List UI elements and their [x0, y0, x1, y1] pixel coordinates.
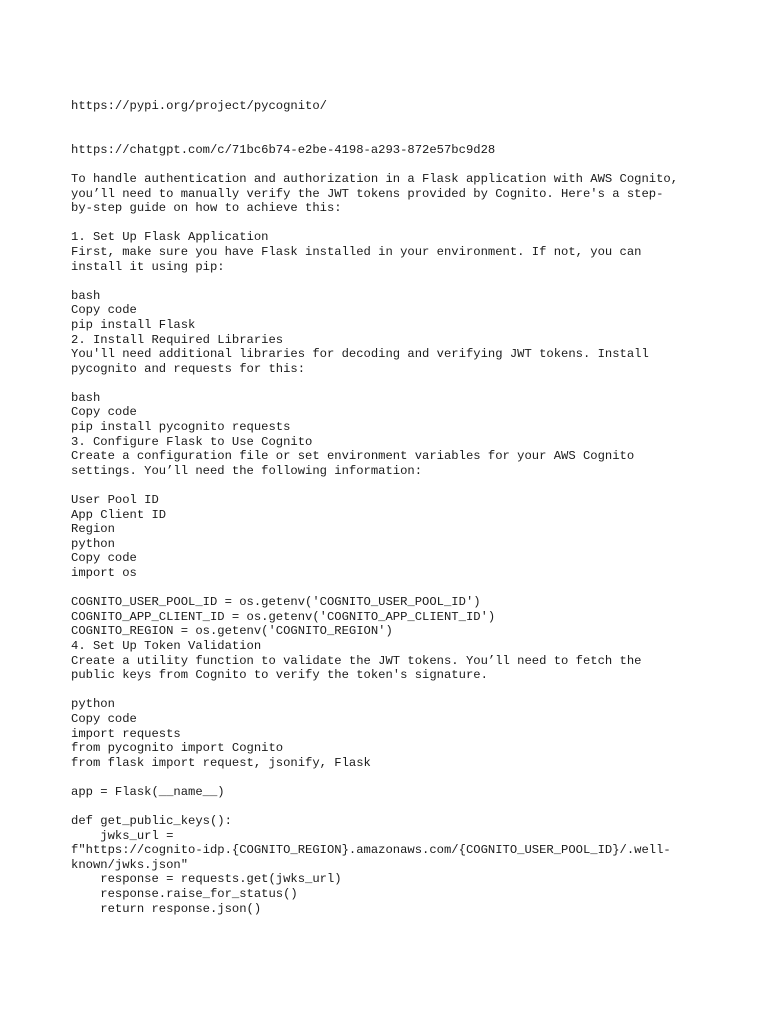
section-text: pycognito and requests for this:	[71, 361, 306, 376]
spacer	[71, 376, 731, 391]
section-heading: 1. Set Up Flask Application	[71, 230, 269, 245]
spacer	[71, 216, 731, 231]
code-line: import os	[71, 566, 137, 580]
copy-code-button[interactable]: Copy code	[71, 405, 137, 420]
section-heading: 4. Set Up Token Validation	[71, 638, 262, 653]
code-language-label: bash	[71, 288, 101, 303]
spacer	[71, 800, 731, 815]
code-line: return response.json()	[71, 901, 262, 916]
spacer	[71, 581, 731, 596]
code-line: COGNITO_USER_POOL_ID = os.getenv('COGNITO_USER_POOL_ID')	[71, 595, 481, 610]
intro-paragraph	[71, 172, 731, 216]
spacer	[71, 157, 731, 172]
section-text: Create a utility function to validate the JWT tokens. You’ll need to fetch the	[71, 653, 642, 668]
function-code-block	[71, 814, 731, 916]
section-1	[71, 230, 731, 274]
code-line: def get_public_keys():	[71, 814, 232, 829]
spacer	[71, 683, 731, 698]
spacer	[71, 274, 731, 289]
config-code-block	[71, 595, 731, 683]
info-list	[71, 493, 731, 581]
code-block-3	[71, 697, 731, 770]
code-language-label: bash	[71, 390, 101, 405]
code-line: COGNITO_APP_CLIENT_ID = os.getenv('COGNITO_APP_CLIENT_ID')	[71, 609, 496, 624]
pypi-link-block	[71, 99, 731, 114]
copy-code-button[interactable]: Copy code	[71, 303, 137, 318]
code-line: f"https://cognito-idp.{COGNITO_REGION}.amazonaws.com/{COGNITO_USER_POOL_ID}/.well-	[71, 843, 671, 858]
code-line: pip install pycognito requests	[71, 420, 291, 435]
copy-code-button[interactable]: Copy code	[71, 711, 137, 726]
code-line: pip install Flask	[71, 317, 196, 332]
section-text: Create a configuration file or set environment variables for your AWS Cognito	[71, 449, 635, 464]
section-text: settings. You’ll need the following information:	[71, 463, 423, 478]
section-text: First, make sure you have Flask installed in your environment. If not, you can	[71, 244, 642, 259]
intro-line: To handle authentication and authorization in a Flask application with AWS Cognito,	[71, 171, 679, 186]
code-line: from flask import request, jsonify, Flask	[71, 755, 371, 770]
code-line: import requests	[71, 726, 181, 741]
section-text: public keys from Cognito to verify the token's signature.	[71, 668, 488, 683]
code-line: COGNITO_REGION = os.getenv('COGNITO_REGION')	[71, 624, 393, 639]
section-heading: 3. Configure Flask to Use Cognito	[71, 434, 313, 449]
document-body	[71, 99, 731, 916]
code-language-label: python	[71, 536, 115, 551]
code-language-label: python	[71, 697, 115, 712]
pypi-link[interactable]: https://pypi.org/project/pycognito/	[71, 99, 327, 113]
spacer	[71, 478, 731, 493]
list-item: User Pool ID	[71, 493, 159, 508]
list-item: Region	[71, 522, 115, 537]
code-line: app = Flask(__name__)	[71, 784, 225, 799]
code-line: jwks_url =	[71, 828, 174, 843]
app-line-block	[71, 785, 731, 800]
list-item: App Client ID	[71, 507, 167, 522]
copy-code-button[interactable]: Copy code	[71, 551, 137, 566]
code-line: known/jwks.json"	[71, 857, 189, 872]
chat-link-block	[71, 143, 731, 158]
code-line: from pycognito import Cognito	[71, 741, 284, 756]
intro-line: you’ll need to manually verify the JWT tokens provided by Cognito. Here's a step-	[71, 186, 664, 201]
section-text: You'll need additional libraries for decoding and verifying JWT tokens. Install	[71, 347, 649, 362]
section-heading: 2. Install Required Libraries	[71, 332, 284, 347]
intro-line: by-step guide on how to achieve this:	[71, 201, 342, 216]
code-line: response.raise_for_status()	[71, 887, 298, 902]
code-block-1	[71, 289, 731, 377]
section-text: install it using pip:	[71, 259, 225, 274]
spacer	[71, 770, 731, 785]
code-line: response = requests.get(jwks_url)	[71, 872, 342, 887]
chat-link[interactable]: https://chatgpt.com/c/71bc6b74-e2be-4198-a293-872e57bc9d28	[71, 142, 496, 157]
code-block-2	[71, 391, 731, 479]
spacer	[71, 114, 731, 143]
